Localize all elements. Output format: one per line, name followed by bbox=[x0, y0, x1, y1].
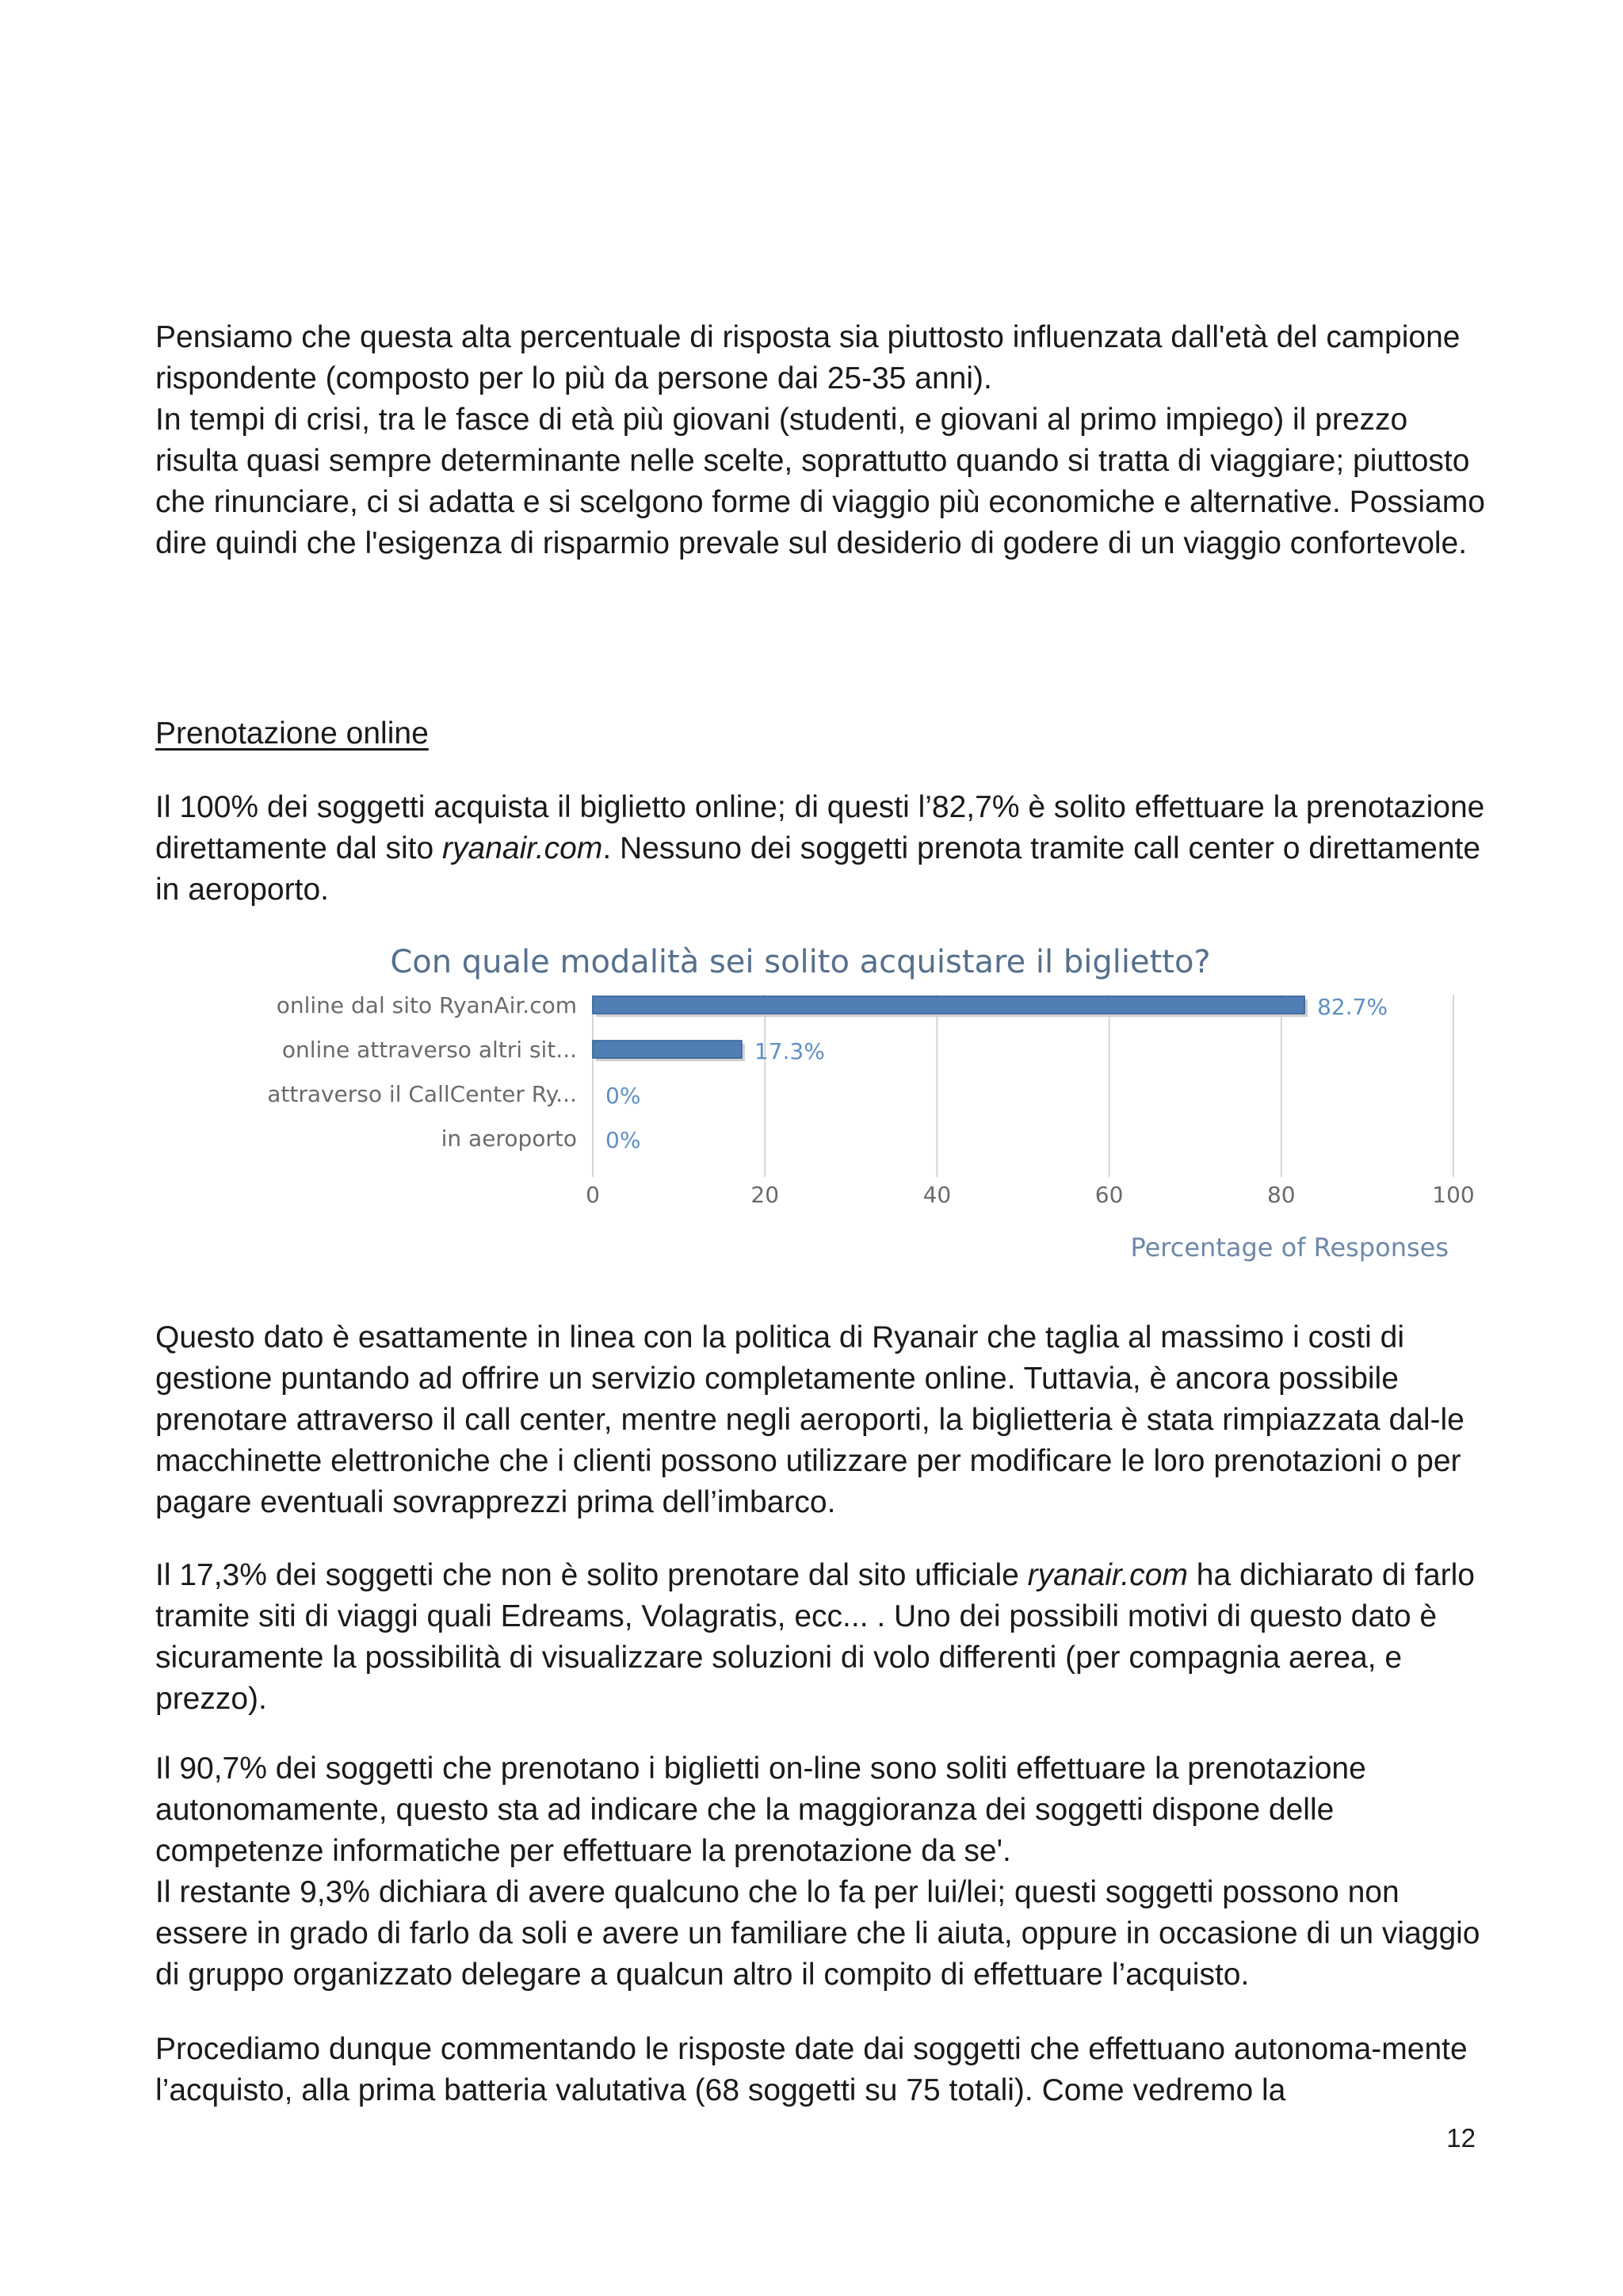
site-name: ryanair.com bbox=[442, 831, 603, 865]
category-label: online attraverso altri sit... bbox=[281, 1037, 577, 1063]
x-tick-label: 20 bbox=[750, 1182, 780, 1208]
x-axis-title: Percentage of Responses bbox=[1130, 1232, 1449, 1263]
bar-chart bbox=[214, 939, 1490, 1272]
paragraph-text: Il restante 9,3% dichiara di avere qualcuno che lo fa per lui/lei; questi soggetti possono non essere in grado di farlo da soli e avere un familiare che li aiuta, oppure in occasione di un viaggio di gruppo organizzato delegare a qualcun altro il compito di effettuare l’acquisto. bbox=[155, 1875, 1480, 1992]
paragraph-text: Procediamo dunque commentando le risposte date dai soggetti che effettuano autonoma-mente l’acquisto, alla prima batteria valutativa (68 soggetti su 75 totali). Come vedremo la bbox=[155, 2032, 1468, 2107]
chart-tick-labels bbox=[586, 1182, 1475, 1208]
value-label: 0% bbox=[605, 1127, 641, 1153]
paragraph-online-booking bbox=[155, 787, 1487, 911]
text-span: . Nessuno dei soggetti prenota tramite call center o direttamente in aeroporto. bbox=[155, 831, 1481, 907]
bar-1 bbox=[593, 1041, 742, 1058]
paragraph-text bbox=[155, 787, 1487, 911]
text-span: Il 17,3% dei soggetti che non è solito prenotare dal sito ufficiale bbox=[155, 1558, 1028, 1592]
section-heading: Prenotazione online bbox=[155, 716, 429, 751]
page-number: 12 bbox=[1446, 2123, 1476, 2153]
paragraph-text: Pensiamo che questa alta percentuale di risposta sia piuttosto influenzata dall'età del campione rispondente (composto per lo più da persone dai 25-35 anni). bbox=[155, 320, 1461, 395]
chart-value-labels bbox=[605, 994, 1388, 1153]
paragraph-other-sites bbox=[155, 1555, 1487, 1720]
paragraph-age-influence bbox=[155, 317, 1487, 564]
chart-title: Con quale modalità sei solito acquistare il biglietto? bbox=[390, 944, 1211, 980]
paragraph-text: Questo dato è esattamente in linea con la politica di Ryanair che taglia al massimo i costi di gestione puntando ad offrire un servizio completamente online. Tuttavia, è ancora possibile prenotare attraverso il call center, mentre negli aeroporti, la biglietteria è stata rimpiazzata dal-le macchinette elettroniche che i clienti possono utilizzare per modificare le loro prenotazioni o per pagare eventuali sovrapprezzi prima dell’imbarco. bbox=[155, 1320, 1465, 1519]
paragraph-text: Il 90,7% dei soggetti che prenotano i biglietti on-line sono soliti effettuare la prenotazione autonomamente, questo sta ad indicare che la maggioranza dei soggetti dispone delle competenze informatiche per effettuare la prenotazione da se'. bbox=[155, 1752, 1366, 1868]
x-tick-label: 100 bbox=[1432, 1182, 1475, 1208]
text-span: Il 100% dei soggetti acquista il biglietto online; di questi l’82,7% è solito effettuare la prenotazione direttamente dal sito bbox=[155, 790, 1485, 865]
x-tick-label: 40 bbox=[922, 1182, 952, 1208]
paragraph-ryanair-policy bbox=[155, 1317, 1487, 1523]
text-span: ha dichiarato di farlo tramite siti di viaggi quali Edreams, Volagratis, ecc... . Uno dei possibili motivi di questo dato è sicuramente la possibilità di visualizzare soluzioni di volo differenti (per compagnia aerea, e prezzo). bbox=[155, 1558, 1475, 1716]
paragraph-text bbox=[155, 1555, 1487, 1720]
paragraph-autonomy bbox=[155, 1748, 1487, 1996]
paragraph-text: In tempi di crisi, tra le fasce di età più giovani (studenti, e giovani al primo impiego) il prezzo risulta quasi sempre determinante nelle scelte, soprattutto quando si tratta di viaggiare; piuttosto che rinunciare, ci si adatta e si scelgono forme di viaggio più economiche e alternative. Possiamo dire quindi che l'esigenza di risparmio prevale sul desiderio di godere di un viaggio confortevole. bbox=[155, 403, 1485, 560]
paragraph-evaluation bbox=[155, 2029, 1487, 2111]
category-label: online dal sito RyanAir.com bbox=[276, 992, 577, 1018]
chart-gridlines bbox=[593, 995, 1453, 1177]
site-name: ryanair.com bbox=[1027, 1558, 1188, 1592]
x-tick-label: 60 bbox=[1094, 1182, 1124, 1208]
category-label: attraverso il CallCenter Ry... bbox=[267, 1081, 577, 1107]
x-tick-label: 0 bbox=[586, 1182, 600, 1208]
bar-0 bbox=[593, 996, 1304, 1014]
category-label: in aeroporto bbox=[441, 1125, 577, 1152]
value-label: 82.7% bbox=[1317, 994, 1388, 1020]
chart-svg bbox=[214, 939, 1490, 1272]
value-label: 17.3% bbox=[754, 1038, 825, 1064]
x-tick-label: 80 bbox=[1266, 1182, 1296, 1208]
chart-bars bbox=[593, 996, 1308, 1061]
chart-category-labels bbox=[267, 992, 577, 1152]
value-label: 0% bbox=[605, 1083, 641, 1109]
